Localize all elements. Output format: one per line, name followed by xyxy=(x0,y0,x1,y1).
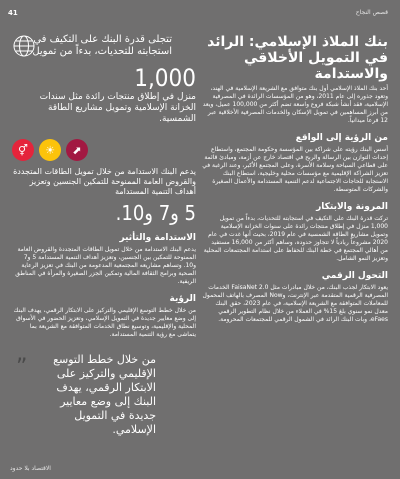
stat-number: 1,000 xyxy=(134,64,196,92)
energy-icon: ☀ xyxy=(39,139,61,161)
right-column xyxy=(202,34,388,324)
section-vision-to-reality xyxy=(202,133,388,194)
sdg-icons xyxy=(12,139,196,161)
running-head: قصص النجاح xyxy=(355,9,388,16)
section-text: يدعم البنك الاستدامة من خلال تمويل الطاقات المتجددة والقروض العامة الممنوحة للتمكين بين الجنسين، وتعزيز أهداف التنمية المستدامة 5 و7 و10. وتساهم مشاريعه المجتمعية المدعومة من البنك في تعزيز الرعاية الصحية وبرامج الثقافة المالية وتمكين الجزر الصغيرة والمرأة في المناطق الريفية. xyxy=(15,246,196,285)
page-number: 41 xyxy=(8,9,18,17)
section-heading: المرونة والابتكار xyxy=(316,202,388,212)
quote-icon: ” xyxy=(16,355,28,380)
section-heading: الاستدامة والتأثير xyxy=(119,233,196,243)
globe-icon xyxy=(12,34,36,58)
left-intro-text: تتجلى قدرة البنك على التكيف في استجابته للتحديات، بدءاً من تمويل xyxy=(32,34,172,57)
pull-quote xyxy=(12,353,196,437)
section-vision xyxy=(12,294,196,339)
section-sustainability-impact xyxy=(12,233,196,286)
section-text: أسس البنك رؤيته على شراكة بين المؤسسة وحكومة المجتمع، واستطاع إحداث التوازن بين الرسالة والربح في اقتصاد خارج عن أزمة، ومبادئ قائمة على قطاعي السياحة وسلامة الأسرة، وعلى المجتمع الأكبر، وعند الرغبة في تعزيز الشراكة الإقليمية مع مؤسسات محلية وخليجية، استطاع البنك الاستجابة للحاجات الاجتماعية لدعم التنمية المستدامة والأعمال الصغيرة والشركات المتوسطة. xyxy=(202,146,388,193)
section-resilience-innovation xyxy=(202,202,388,263)
quote-text: من خلال خطط التوسع الإقليمي والتركيز على الابتكار الرقمي، يهدف البنك إلى وضع معايير جديدة في التمويل الإسلامي. xyxy=(53,353,156,436)
article-title: بنك الملاذ الإسلامي: الرائد في التمويل الأخلاقي والاستدامة xyxy=(207,34,388,82)
section-text: من خلال خطط التوسع الإقليمي والتركيز على الابتكار الرقمي، يهدف البنك إلى وضع معايير جديدة في التمويل الإسلامي، وتعزيز الحضور في الأسواق المحلية والإقليمية، وتوسيع نطاق الخدمات المتوافقة مع الشريعة بما يتماشى مع رؤية التنمية المستدامة. xyxy=(13,307,196,338)
growth-icon: ⬈ xyxy=(66,139,88,161)
section-heading: من الرؤية إلى الواقع xyxy=(295,133,388,143)
intro-paragraph: أحد بنك الملاذ الإسلامي أول بنك متوافق مع الشريعة الإسلامية في الهند، وتعود جذوره إلى عام 2011، وهو من المؤسسات الرائدة في المصرفية الإسلامية، فقد أنشأ شبكة فروع واسعة تضم أكثر من 100,000 عميل، ويعد من أبرز المساهمين في تمويل الإسكان والخدمات المصرفية الأخلاقية عبر 12 فرعاً ميدانياً. xyxy=(202,85,388,124)
left-column xyxy=(12,34,196,437)
section-heading: الرؤية xyxy=(169,294,196,304)
section-digital-transformation xyxy=(202,271,388,324)
stat-text: منزل في إطلاق منتجات رائدة مثل سندات الخزانة الإسلامية وتمويل مشاريع الطاقة الشمسية. xyxy=(39,92,196,124)
gender-equality-icon: ⚥ xyxy=(12,139,34,161)
stat-block xyxy=(12,66,196,90)
section-text: تركت قدرة البنك على التكيف في استجابته للتحديات، بدءاً من تمويل 1,000 منزل في إطلاق منتجات رائدة على سنوات الخزانة الإسلامية وتمويل مشاريع الطاقة الشمسية في عام 2019، بحيث أنها غدت في عام 2020 مشروعاً ريادياً لا تتجاوز حدوده، وساهم أكثر من 16,000 مستفيد من أهالي المجتمع في خطة البنك للحفاظ على استدامة المجتمعات المحلية وتعزيز النمو الشامل. xyxy=(203,215,388,262)
intro-block xyxy=(12,34,196,58)
section-heading: التحول الرقمي xyxy=(321,271,388,281)
sdg-text: يدعم البنك الاستدامة من خلال تمويل الطاقات المتجددة والقروض العامة الممنوحة للتمكين الجنسين وتعزيز أهداف التنمية المستدامة xyxy=(13,167,196,196)
footer-text: الاقتصاد بلا حدود xyxy=(10,465,51,472)
section-text: يعود الابتكار لجذب البنك، من خلال مبادرات مثل FaisaNet 2.0 الخدمات المصرفية الرقمية المتقدمة عبر الإنترنت، وNow المصرف بالهاتف المحمول للمعاملات المتوافقة مع الشريعة الإسلامية، في عام 2023، حقق البنك معدل نمو سنوي بلغ 15% في العملاء من خلال نظام التطوير الرقمي eFaes، وبات البنك الرائد في الشمول الرقمي للمجتمعات المحرومة. xyxy=(202,284,388,323)
sdg-numbers: 5 و7 و10. xyxy=(115,201,196,225)
